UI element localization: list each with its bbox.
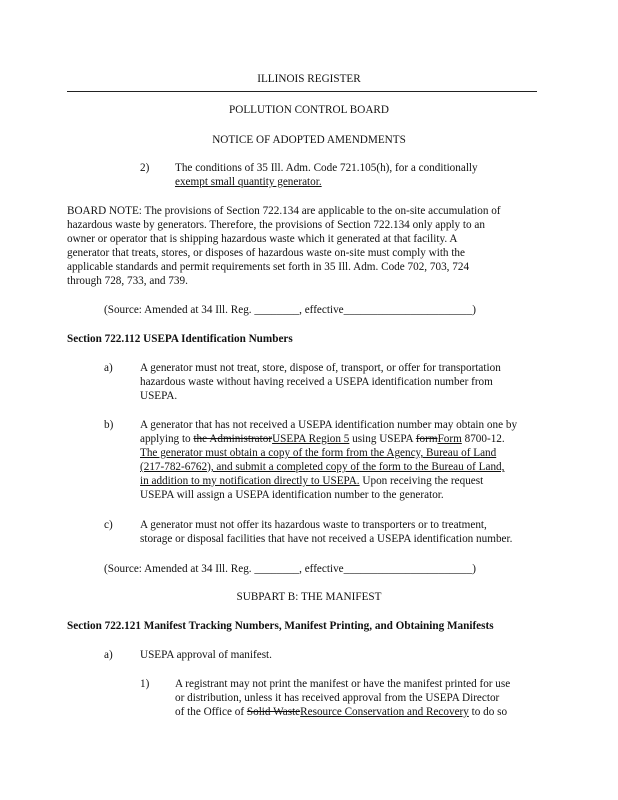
deleted-text: the Administrator (193, 433, 273, 445)
item-2-line: exempt small quantity generator. (175, 176, 322, 188)
text-run: Upon receiving the request (359, 475, 484, 487)
inserted-text: in addition to my notification directly to USEPA. (140, 475, 360, 487)
paragraph-line (175, 705, 507, 719)
board-note-line: hazardous waste by generators. Therefore, the provisions of Section 722.134 only apply to an (67, 219, 485, 231)
board-note-line: BOARD NOTE: The provisions of Section 722.134 are applicable to the on-site accumulation of (67, 205, 501, 217)
source-note: (Source: Amended at 34 Ill. Reg. ________, effective_______________________) (104, 563, 477, 575)
text-run: to do so (468, 706, 508, 718)
deleted-text: Solid Waste (246, 706, 301, 718)
inserted-text: Form (437, 433, 462, 445)
paragraph-label: 1) (140, 678, 150, 690)
section-722-121-heading: Section 722.121 Manifest Tracking Numbers, Manifest Printing, and Obtaining Manifests (67, 620, 494, 632)
board-title: POLLUTION CONTROL BOARD (229, 104, 389, 116)
subsection-line: USEPA. (140, 390, 178, 402)
item-2-line: The conditions of 35 Ill. Adm. Code 721.105(h), for a conditionally (175, 162, 478, 174)
inserted-text: (217-782-6762), and submit a completed copy of the form to the Bureau of Land, (140, 461, 505, 473)
board-note-line: applicable standards and permit requirements set forth in 35 Ill. Adm. Code 702, 703, 724 (67, 261, 470, 273)
text-run: 8700-12. (461, 433, 505, 445)
subsection-line: storage or disposal facilities that have not received a USEPA identification number. (140, 533, 513, 545)
paragraph-line: or distribution, unless it has received approval from the USEPA Director (175, 692, 500, 704)
text-run: using USEPA (349, 433, 416, 445)
board-note-line: generator that treats, stores, or disposes of hazardous waste on-site must comply with the (67, 247, 465, 259)
text-run: of the Office of (175, 706, 247, 718)
subsection-line: A generator that has not received a USEPA identification number may obtain one by (140, 419, 518, 431)
header-rule (67, 91, 537, 92)
subsection-label: b) (104, 419, 114, 431)
subsection-line: USEPA approval of manifest. (140, 649, 272, 661)
subsection-line: A generator must not treat, store, dispose of, transport, or offer for transportation (140, 362, 501, 374)
source-note: (Source: Amended at 34 Ill. Reg. ________, effective_______________________) (104, 304, 477, 316)
subsection-line: A generator must not offer its hazardous waste to transporters or to treatment, (140, 519, 487, 531)
subsection-label: c) (104, 519, 113, 531)
notice-title: NOTICE OF ADOPTED AMENDMENTS (212, 134, 406, 146)
item-2-number: 2) (140, 162, 150, 174)
section-722-112-heading: Section 722.112 USEPA Identification Numbers (67, 333, 293, 345)
register-title: ILLINOIS REGISTER (257, 73, 361, 85)
board-note-line: through 728, 733, and 739. (67, 275, 188, 287)
subsection-line: USEPA will assign a USEPA identification number to the generator. (140, 489, 444, 501)
inserted-text: USEPA Region 5 (272, 433, 350, 445)
inserted-text: The generator must obtain a copy of the form from the Agency, Bureau of Land (140, 447, 497, 459)
board-note-line: owner or operator that is shipping hazardous waste which it generated at that facility. A (67, 233, 458, 245)
text-run: applying to (140, 433, 194, 445)
subsection-line (140, 432, 505, 446)
subsection-label: a) (104, 362, 113, 374)
subpart-heading: SUBPART B: THE MANIFEST (236, 591, 382, 603)
subsection-line (140, 474, 483, 488)
subsection-label: a) (104, 649, 113, 661)
subsection-line: hazardous waste without having received a USEPA identification number from (140, 376, 493, 388)
deleted-text: form (415, 433, 438, 445)
paragraph-line: A registrant may not print the manifest or have the manifest printed for use (175, 678, 511, 690)
inserted-text: Resource Conservation and Recovery (300, 706, 469, 718)
